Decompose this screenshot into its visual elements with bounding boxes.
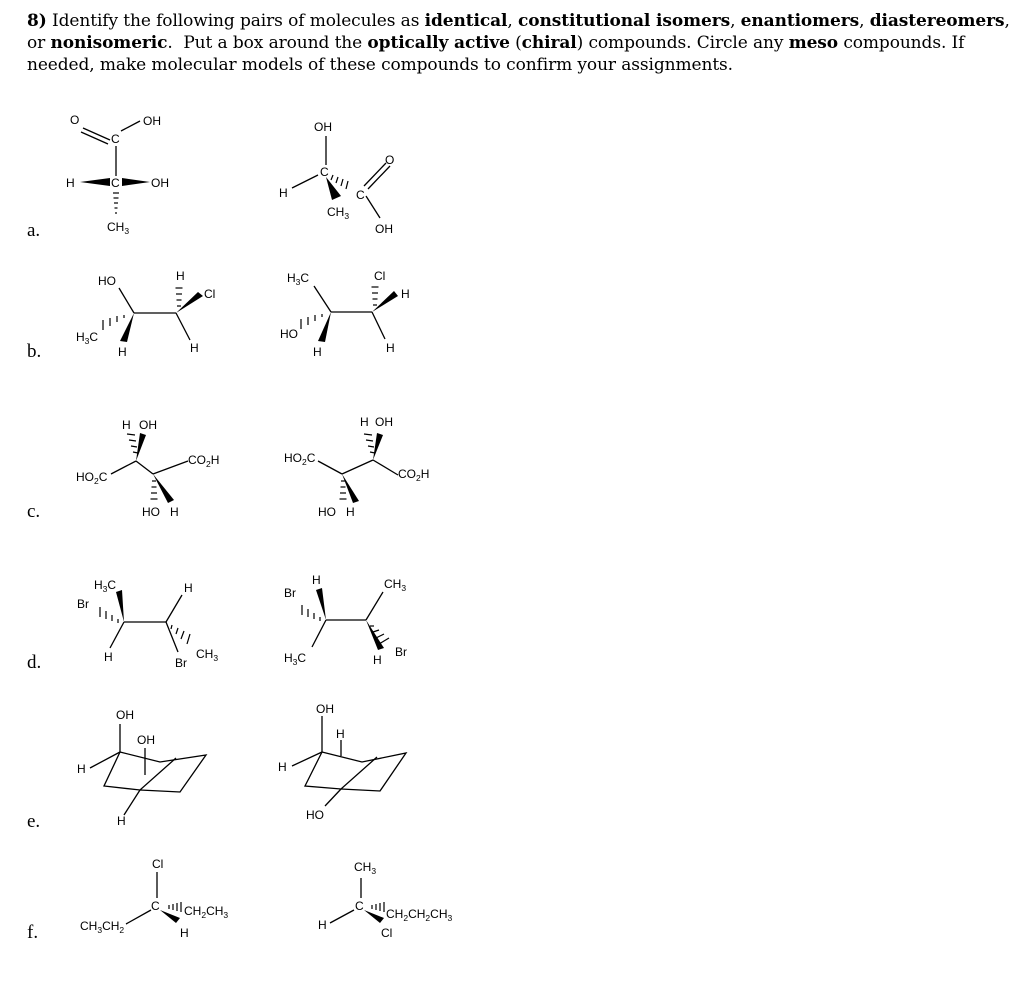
atom-br: Br	[77, 597, 89, 611]
atom-o: O	[385, 153, 395, 167]
atom-br: Br	[395, 645, 407, 659]
molecule-c-right	[284, 415, 429, 519]
atom-h: H	[336, 727, 345, 741]
atom-cl: Cl	[152, 857, 164, 871]
atom-ch3: $CH_3$	[196, 647, 219, 663]
atom-co2h: $CO_2H$	[398, 467, 430, 483]
atom-h: H	[190, 341, 199, 355]
atom-c: C	[151, 899, 160, 913]
term-optically-active: optically active	[367, 33, 510, 53]
atom-oh: OH	[316, 702, 334, 716]
atom-h3c: $H_3C$	[287, 271, 310, 287]
row-label-e: e.	[27, 811, 41, 832]
row-label-c: c.	[27, 501, 41, 522]
atom-h: H	[401, 287, 410, 301]
atom-h: H	[360, 415, 369, 429]
atom-h: H	[117, 814, 126, 828]
atom-h: H	[279, 186, 288, 200]
atom-c: C	[355, 899, 364, 913]
molecule-e-left	[77, 708, 206, 828]
atom-ho2c: $HO_2C$	[284, 451, 316, 467]
atom-ho: HO	[306, 808, 324, 822]
molecule-a-left	[66, 113, 169, 236]
atom-h: H	[77, 762, 86, 776]
atom-oh: OH	[116, 708, 134, 722]
term-meso: meso	[788, 33, 839, 53]
atom-cl: Cl	[381, 926, 393, 940]
atom-h: H	[346, 505, 355, 519]
row-label-f: f.	[27, 922, 39, 943]
term-constitutional-isomers: constitutional isomers	[518, 11, 731, 31]
molecule-f-right	[318, 860, 453, 940]
molecule-f-left	[80, 857, 228, 940]
atom-ho: HO	[98, 274, 116, 288]
row-label-a: a.	[27, 220, 41, 241]
atom-ch3: $CH_3$	[107, 220, 130, 236]
atom-ho: HO	[318, 505, 336, 519]
atom-oh: OH	[375, 222, 393, 236]
atom-h: H	[66, 176, 75, 190]
atom-ch3: $CH_3$	[384, 577, 407, 593]
atom-oh: OH	[137, 733, 155, 747]
atom-ch2ch2ch3: $CH_2CH_2CH_3$	[386, 907, 453, 923]
atom-ch3: $CH_3$	[354, 860, 377, 876]
atom-oh: OH	[151, 176, 169, 190]
atom-h: H	[278, 760, 287, 774]
atom-h: H	[176, 269, 185, 283]
atom-c: C	[356, 188, 365, 202]
atom-cl: Cl	[204, 287, 216, 301]
atom-ho2c: $HO_2C$	[76, 470, 108, 486]
molecule-b-right	[280, 269, 410, 359]
atom-h: H	[313, 345, 322, 359]
atom-ch2ch3: $CH_2CH_3$	[184, 904, 229, 920]
atom-c: C	[320, 165, 329, 179]
atom-oh: OH	[143, 114, 161, 128]
atom-h: H	[184, 581, 193, 595]
atom-ho: HO	[280, 327, 298, 341]
atom-h: H	[312, 573, 321, 587]
molecule-b-left	[76, 269, 215, 359]
atom-o: O	[70, 113, 80, 127]
atom-c: C	[111, 132, 120, 146]
atom-h3c: $H_3C$	[94, 578, 117, 594]
atom-h: H	[122, 418, 131, 432]
atom-ho: HO	[142, 505, 160, 519]
row-label-b: b.	[27, 341, 42, 362]
atom-h: H	[373, 653, 382, 667]
atom-co2h: $CO_2H$	[188, 453, 220, 469]
atom-br: Br	[284, 586, 296, 600]
atom-ch3ch2: $CH_3CH_2$	[80, 919, 125, 935]
atom-h3c: $H_3C$	[284, 651, 307, 667]
molecule-c-left	[76, 418, 219, 519]
atom-oh: OH	[375, 415, 393, 429]
atom-h: H	[118, 345, 127, 359]
molecule-d-left	[77, 578, 218, 670]
atom-h3c: $H_3C$	[76, 330, 99, 346]
term-identical: identical	[424, 11, 508, 31]
term-chiral: chiral	[521, 33, 577, 53]
molecule-a-right	[279, 120, 394, 236]
atom-br: Br	[175, 656, 187, 670]
molecule-d-right	[284, 573, 407, 667]
atom-oh: OH	[314, 120, 332, 134]
atom-h: H	[386, 341, 395, 355]
atom-h: H	[170, 505, 179, 519]
term-diastereomers: diastereomers	[869, 11, 1005, 31]
atom-c: C	[111, 176, 120, 190]
term-enantiomers: enantiomers	[740, 11, 860, 31]
row-label-d: d.	[27, 652, 42, 673]
question-text: 8) Identify the following pairs of molecules as identical, constitutional isomers, enantiomers, diastereomers, or nonisomeric. Put a box around the optically active (chiral) compounds. Circle any meso compounds. If needed, make molecular models of these compounds to confirm your assignments.	[27, 11, 1010, 75]
atom-h: H	[180, 926, 189, 940]
question-number: 8)	[27, 11, 47, 31]
atom-ch3: $CH_3$	[327, 205, 350, 221]
term-nonisomeric: nonisomeric	[50, 33, 168, 53]
atom-cl: Cl	[374, 269, 386, 283]
molecule-e-right	[278, 702, 406, 822]
atom-oh: OH	[139, 418, 157, 432]
atom-h: H	[318, 918, 327, 932]
atom-h: H	[104, 650, 113, 664]
